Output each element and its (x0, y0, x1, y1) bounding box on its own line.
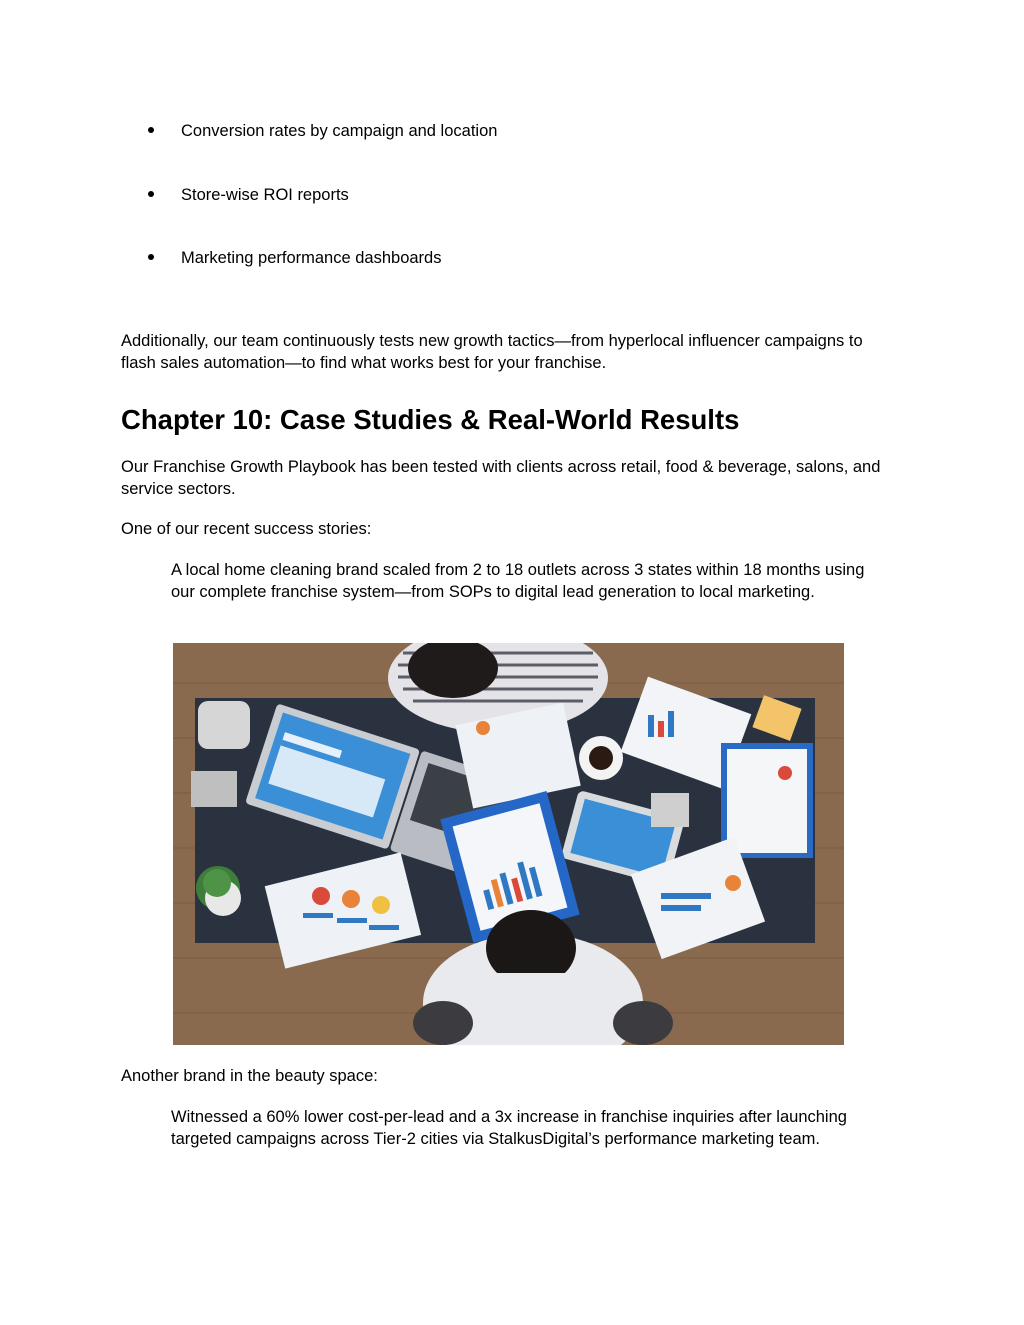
beauty-intro-paragraph: Another brand in the beauty space: (121, 1067, 378, 1085)
beauty-story-paragraph: Witnessed a 60% lower cost-per-lead and a 3x increase in franchise inquiries after launching targeted campaigns across Tier-2 cities via StalkusDigital’s performance marketing team. (171, 1108, 847, 1148)
success-story-paragraph: A local home cleaning brand scaled from 2 to 18 outlets across 3 states within 18 months using our complete franchise system—from SOPs to digital lead generation to local marketing. (171, 561, 865, 601)
bullet-icon (148, 127, 154, 133)
overview-paragraph: Our Franchise Growth Playbook has been tested with clients across retail, food & beverage, salons, and service sectors. (121, 458, 881, 498)
bullet-icon (148, 254, 154, 260)
office-desk-photo (173, 643, 844, 1045)
success-intro-paragraph: One of our recent success stories: (121, 520, 372, 538)
bullet-text: Marketing performance dashboards (181, 249, 442, 267)
bullet-text: Store-wise ROI reports (181, 185, 349, 204)
chapter-title: Chapter 10: Case Studies & Real-World Results (121, 404, 740, 435)
bullet-icon (148, 191, 154, 197)
intro-paragraph: Additionally, our team continuously tests new growth tactics—from hyperlocal influencer campaigns to flash sales automation—to find what works best for your franchise. (121, 332, 863, 372)
bullet-text: Conversion rates by campaign and location (181, 122, 498, 140)
